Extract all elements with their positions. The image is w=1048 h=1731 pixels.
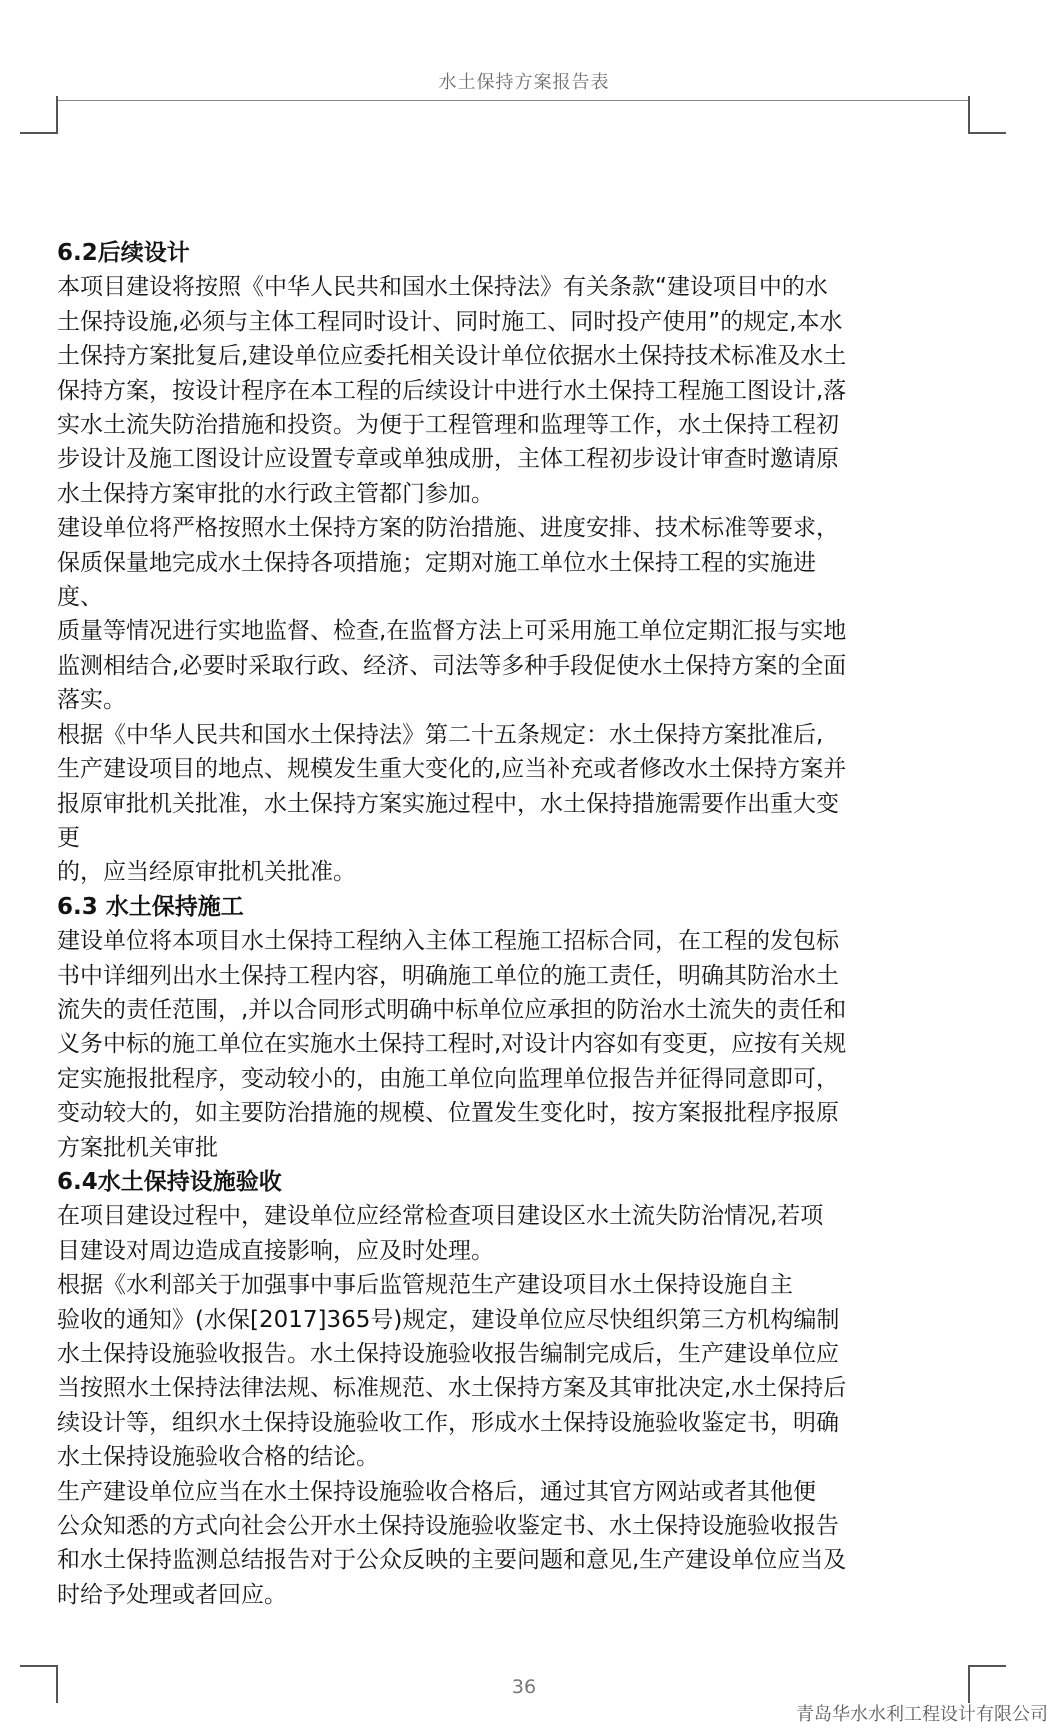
body-text-line: 在项目建设过程中，建设单位应经常检查项目建设区水土流失防治情况,若项	[57, 1203, 824, 1230]
body-text-line: 保质保量地完成水土保持各项措施；定期对施工单位水土保持工程的实施进	[57, 549, 816, 576]
body-text-line: 保持方案，按设计程序在本工程的后续设计中进行水土保持工程施工图设计,落	[57, 377, 847, 404]
crop-mark-top-left	[20, 96, 58, 134]
body-text-line: 监测相结合,必要时采取行政、经济、司法等多种手段促使水土保持方案的全面	[57, 652, 847, 679]
body-text-line: 目建设对周边造成直接影响，应及时处理。	[57, 1237, 494, 1264]
body-text-line: 生产建设单位应当在水土保持设施验收合格后，通过其官方网站或者其他便	[57, 1478, 816, 1505]
body-text-line: 度、	[57, 584, 103, 611]
body-text-line: 水土保持设施验收合格的结论。	[57, 1444, 379, 1471]
body-text-line: 步设计及施工图设计应设置专章或单独成册，主体工程初步设计审查时邀请原	[57, 446, 839, 473]
body-text-line: 方案批机关审批	[57, 1134, 218, 1161]
body-text-line: 书中详细列出水土保持工程内容，明确施工单位的施工责任，明确其防治水土	[57, 962, 839, 989]
page-number: 36	[511, 1676, 537, 1698]
body-text-line: 水土保持方案审批的水行政主管都门参加。	[57, 480, 494, 507]
body-text-line: 建设单位将本项目水土保持工程纳入主体工程施工招标合同，在工程的发包标	[57, 928, 839, 955]
body-text-line: 变动较大的，如主要防治措施的规模、位置发生变化时，按方案报批程序报原	[57, 1100, 839, 1127]
body-text-line: 时给予处理或者回应。	[57, 1581, 287, 1608]
body-text-line: 的，应当经原审批机关批准。	[57, 859, 356, 886]
body-text-line: 生产建设项目的地点、规模发生重大变化的,应当补充或者修改水土保持方案并	[57, 756, 847, 783]
body-text-line: 建设单位将严格按照水土保持方案的防治措施、进度安排、技术标准等要求，	[57, 515, 839, 542]
body-text-line: 续设计等，组织水土保持设施验收工作，形成水土保持设施验收鉴定书，明确	[57, 1409, 839, 1436]
header-rule	[58, 100, 968, 101]
body-text-line: 报原审批机关批准，水土保持方案实施过程中，水土保持措施需要作出重大变	[57, 790, 839, 817]
crop-mark-top-right	[968, 96, 1006, 134]
body-text-line: 实水土流失防治措施和投资。为便于工程管理和监理等工作，水土保持工程初	[57, 412, 839, 439]
body-text-line: 更	[57, 824, 80, 851]
body-text-line: 流失的责任范围，,并以合同形式明确中标单位应承担的防治水土流失的责任和	[57, 996, 847, 1023]
body-text-line: 落实。	[57, 687, 126, 714]
body-text-line: 公众知悉的方式向社会公开水土保持设施验收鉴定书、水土保持设施验收报告	[57, 1513, 839, 1540]
body-text-line: 根据《中华人民共和国水土保持法》第二十五条规定：水土保持方案批准后,	[57, 721, 824, 748]
section-heading: 6.3 水土保持施工	[57, 893, 244, 920]
body-text-line: 土保持设施,必须与主体工程同时设计、同时施工、同时投产使用”的规定,本水	[57, 308, 843, 335]
body-text-line: 本项目建设将按照《中华人民共和国水土保持法》有关条款“建设项目中的水	[57, 274, 828, 301]
body-text-line: 根据《水利部关于加强事中事后监管规范生产建设项目水土保持设施自主	[57, 1272, 793, 1299]
section-heading: 6.4水土保持设施验收	[57, 1168, 282, 1195]
body-text-line: 验收的通知》(水保[2017]365号)规定，建设单位应尽快组织第三方机构编制	[57, 1306, 840, 1333]
section-heading: 6.2后续设计	[57, 240, 190, 266]
body-text-line: 义务中标的施工单位在实施水土保持工程时,对设计内容如有变更，应按有关规	[57, 1031, 847, 1058]
document-body	[57, 236, 977, 1612]
body-text-line: 定实施报批程序，变动较小的，由施工单位向监理单位报告并征得同意即可，	[57, 1065, 839, 1092]
body-text-line: 质量等情况进行实地监督、检查,在监督方法上可采用施工单位定期汇报与实地	[57, 618, 847, 645]
body-text-line: 水土保持设施验收报告。水土保持设施验收报告编制完成后，生产建设单位应	[57, 1341, 839, 1367]
body-text-line: 土保持方案批复后,建设单位应委托相关设计单位依据水土保持技术标准及水土	[57, 343, 847, 370]
company-watermark: 青岛华水水利工程设计有限公司	[796, 1704, 1048, 1725]
page-header-title: 水土保持方案报告表	[438, 72, 610, 93]
body-text-line: 当按照水土保持法律法规、标准规范、水土保持方案及其审批决定,水土保持后	[57, 1375, 847, 1402]
body-text-line: 和水土保持监测总结报告对于公众反映的主要问题和意见,生产建设单位应当及	[57, 1547, 847, 1574]
